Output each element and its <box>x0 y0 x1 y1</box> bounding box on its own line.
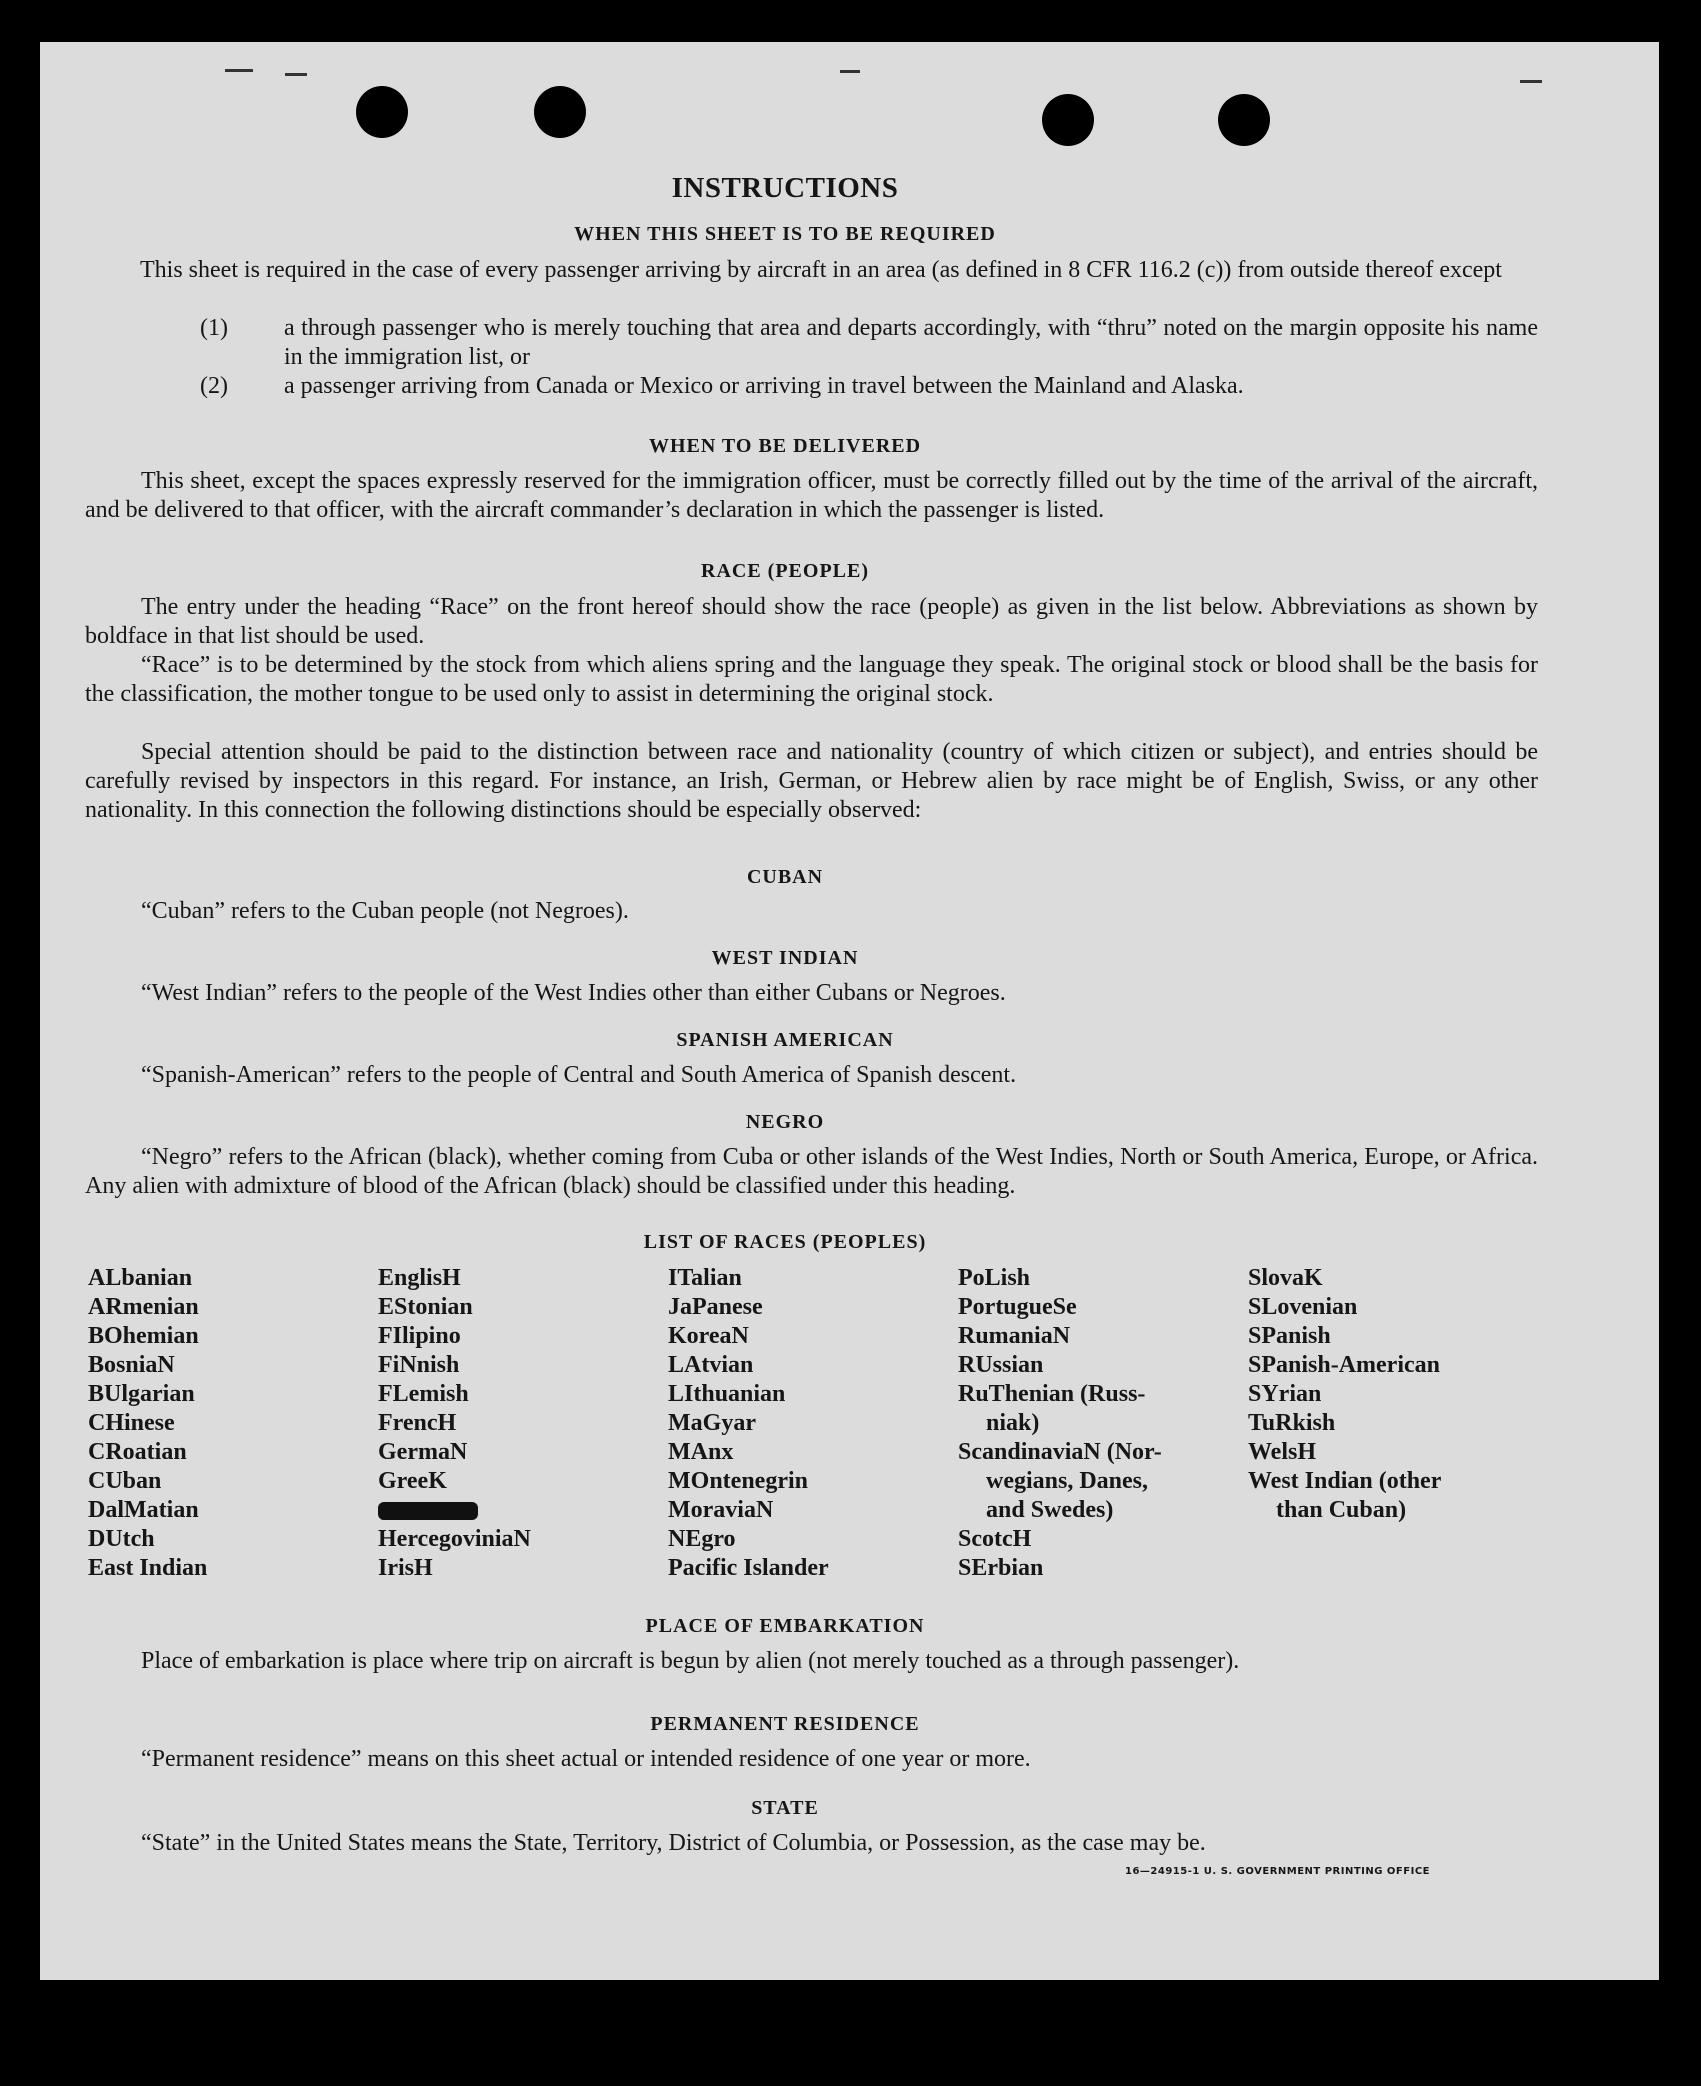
race-item: GermaN <box>378 1439 468 1465</box>
punch-hole <box>1218 94 1270 146</box>
race-item: SlovaK <box>1248 1265 1323 1291</box>
race-item-continued: than Cuban) <box>1276 1497 1407 1523</box>
race-text: Special attention should be paid to the distinction between race and nationality (country of which citizen or subject), and entries should be carefully revised by inspectors in this regard. For instance, an Irish, German, or Hebrew alien by race might be of English, Swiss, or any other nationality. In this connection the following distinctions should be especially observed: <box>85 739 1538 823</box>
required-text: This sheet is required in the case of every passenger arriving by aircraft in an area (as defined in 8 CFR 116.2 (c)) from outside thereof except <box>140 257 1502 283</box>
race-item: CRoatian <box>88 1439 187 1465</box>
race-item: ScandinaviaN (Nor- <box>958 1439 1162 1465</box>
race-item: EnglisH <box>378 1265 461 1291</box>
race-item: CHinese <box>88 1410 175 1436</box>
race-item: ARmenian <box>88 1294 199 1320</box>
list-text: a through passenger who is merely touching that area and departs accordingly, with “thru” noted on the margin opposite his name in the immigration list, or <box>284 315 1538 370</box>
race-item: GreeK <box>378 1468 447 1494</box>
list-number: (2) <box>200 373 228 399</box>
punch-hole <box>1042 94 1094 146</box>
race-item: JaPanese <box>668 1294 763 1320</box>
race-item: EStonian <box>378 1294 473 1320</box>
race-text: “Race” is to be determined by the stock from which aliens spring and the language they speak. The original stock or blood shall be the basis for the classification, the mother tongue to be used only to assist in determining the original stock. <box>85 652 1538 707</box>
section-heading-state: STATE <box>751 1797 819 1819</box>
race-item: MOntenegrin <box>668 1468 808 1494</box>
race-item: DalMatian <box>88 1497 199 1523</box>
page-title: INSTRUCTIONS <box>671 172 899 204</box>
list-text: a passenger arriving from Canada or Mexico or arriving in travel between the Mainland and Alaska. <box>284 373 1244 399</box>
race-item: NEgro <box>668 1526 736 1552</box>
race-item: KoreaN <box>668 1323 749 1349</box>
west-indian-text: “West Indian” refers to the people of the West Indies other than either Cubans or Negroes. <box>141 980 1006 1006</box>
race-item: FrencH <box>378 1410 457 1436</box>
race-item: RumaniaN <box>958 1323 1071 1349</box>
race-item: BOhemian <box>88 1323 199 1349</box>
redaction-mark <box>378 1502 478 1520</box>
race-item: BUlgarian <box>88 1381 195 1407</box>
race-item: PoLish <box>958 1265 1031 1291</box>
state-text: “State” in the United States means the State, Territory, District of Columbia, or Possession, as the case may be. <box>141 1830 1206 1856</box>
list-item <box>200 314 1538 372</box>
race-item: IrisH <box>378 1555 433 1581</box>
race-item: FIlipino <box>378 1323 461 1349</box>
race-item: HercegoviniaN <box>378 1526 531 1552</box>
list-number: (1) <box>200 315 228 341</box>
race-item: PortugueSe <box>958 1294 1077 1320</box>
section-heading-cuban: CUBAN <box>746 866 824 888</box>
race-item: ALbanian <box>88 1265 193 1291</box>
races-column-4 <box>958 1264 1248 1583</box>
embarkation-text: Place of embarkation is place where trip on aircraft is begun by alien (not merely touched as a through passenger). <box>141 1648 1240 1674</box>
race-item: BosniaN <box>88 1352 175 1378</box>
race-item: CUban <box>88 1468 162 1494</box>
section-heading-delivered: WHEN TO BE DELIVERED <box>648 435 922 457</box>
punch-hole <box>356 86 408 138</box>
scan-mark <box>840 70 860 73</box>
race-item: WelsH <box>1248 1439 1317 1465</box>
section-heading-required: WHEN THIS SHEET IS TO BE REQUIRED <box>574 223 996 245</box>
race-item: SLovenian <box>1248 1294 1358 1320</box>
scan-mark <box>225 69 253 72</box>
race-item: MaGyar <box>668 1410 756 1436</box>
race-item: FiNnish <box>378 1352 460 1378</box>
printer-footer: 16—24915-1 U. S. GOVERNMENT PRINTING OFFICE <box>1125 1866 1430 1877</box>
races-column-3 <box>668 1264 958 1583</box>
race-item: West Indian (other <box>1248 1468 1442 1494</box>
cuban-text: “Cuban” refers to the Cuban people (not Negroes). <box>141 898 629 924</box>
race-item: SPanish <box>1248 1323 1331 1349</box>
spanish-american-text: “Spanish-American” refers to the people of Central and South America of Spanish descent. <box>141 1062 1017 1088</box>
document-page <box>40 42 1659 1980</box>
race-item: MoraviaN <box>668 1497 774 1523</box>
race-item: LIthuanian <box>668 1381 786 1407</box>
races-column-1 <box>88 1264 378 1583</box>
race-item: LAtvian <box>668 1352 754 1378</box>
race-item: MAnx <box>668 1439 734 1465</box>
punch-hole <box>534 86 586 138</box>
scan-mark <box>1520 80 1542 83</box>
race-item: RUssian <box>958 1352 1044 1378</box>
section-heading-races: LIST OF RACES (PEOPLES) <box>643 1231 927 1253</box>
race-text: The entry under the heading “Race” on the front hereof should show the race (people) as given in the list below. Abbreviations as shown by boldface in that list should be used. <box>85 594 1538 649</box>
section-heading-west-indian: WEST INDIAN <box>711 947 859 969</box>
race-item-continued: and Swedes) <box>986 1497 1114 1523</box>
negro-text: “Negro” refers to the African (black), whether coming from Cuba or other islands of the West Indies, North or South America, Europe, or Africa. Any alien with admixture of blood of the African (black) should be classified under this heading. <box>85 1144 1538 1199</box>
race-item: East Indian <box>88 1555 208 1581</box>
race-item-continued: niak) <box>986 1410 1040 1436</box>
residence-text: “Permanent residence” means on this sheet actual or intended residence of one year or more. <box>141 1746 1031 1772</box>
races-column-2 <box>378 1264 668 1583</box>
race-item: TuRkish <box>1248 1410 1336 1436</box>
race-item: DUtch <box>88 1526 155 1552</box>
section-heading-negro: NEGRO <box>745 1111 825 1133</box>
race-item: SErbian <box>958 1555 1044 1581</box>
race-item: ITalian <box>668 1265 742 1291</box>
race-item-continued: wegians, Danes, <box>986 1468 1149 1494</box>
race-item: Pacific Islander <box>668 1555 829 1581</box>
race-item: SYrian <box>1248 1381 1322 1407</box>
races-column-5 <box>1248 1264 1538 1525</box>
scan-mark <box>285 73 307 76</box>
section-heading-embarkation: PLACE OF EMBARKATION <box>645 1615 925 1637</box>
section-heading-spanish-american: SPANISH AMERICAN <box>676 1029 894 1051</box>
race-item: RuThenian (Russ- <box>958 1381 1146 1407</box>
section-heading-residence: PERMANENT RESIDENCE <box>650 1713 920 1735</box>
redacted-entry <box>378 1496 668 1525</box>
list-item <box>200 372 1538 401</box>
race-item: ScotcH <box>958 1526 1032 1552</box>
section-heading-race: RACE (PEOPLE) <box>701 560 869 582</box>
delivered-text: This sheet, except the spaces expressly reserved for the immigration officer, must be correctly filled out by the time of the arrival of the aircraft, and be delivered to that officer, with the aircraft commander’s declaration in which the passenger is listed. <box>85 468 1538 523</box>
race-item: SPanish-American <box>1248 1352 1440 1378</box>
race-item: FLemish <box>378 1381 469 1407</box>
